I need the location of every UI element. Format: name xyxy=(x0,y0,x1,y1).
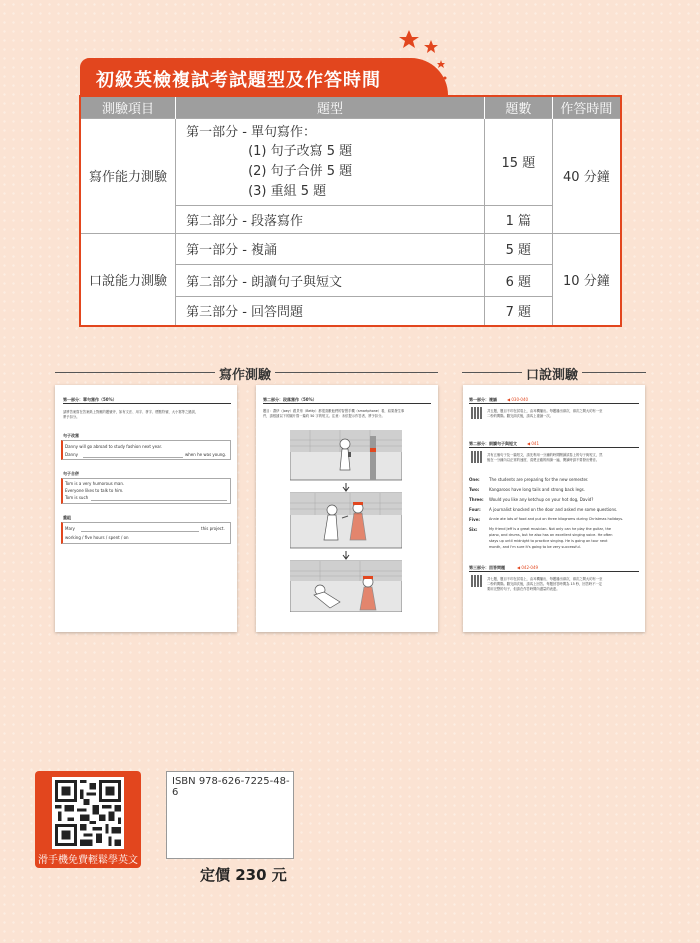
sample1-intro: 請將答案寫在答案紙上對應的題號旁，如有文法、用字、拼字、標點符號、大小寫等之錯誤， xyxy=(63,410,199,414)
qr-code-icon xyxy=(471,575,483,587)
sample1-s1b: Danny xyxy=(65,452,78,457)
writing-part2: 第二部分 - 段落寫作 xyxy=(176,205,485,233)
writing-sample-page-1 xyxy=(55,385,237,632)
writing-part1-title: 第一部分 - 單句寫作： xyxy=(186,125,317,140)
sample1-s3c: working / five hours / spent / on xyxy=(65,535,129,540)
table-row xyxy=(80,118,621,205)
qr-code-icon xyxy=(471,451,483,463)
writing-part2-count: 1 篇 xyxy=(485,205,553,233)
qr-code-icon xyxy=(471,407,483,419)
speaking-part2-count: 6 題 xyxy=(485,264,553,296)
list-item: (1) 句子改寫 5 題 xyxy=(248,144,353,159)
page-title: 初級英檢複試考試題型及作答時間 xyxy=(80,58,448,95)
header-time: 作答時間 xyxy=(552,96,621,118)
sample3-p3-track: ◀ 042-049 xyxy=(517,565,539,570)
speaking-time: 10 分鐘 xyxy=(552,233,621,326)
sample2-intro-2: 件，請根據以下的圖片寫一篇約 50 字的短文。注意：未依提示作答者，將予扣分。 xyxy=(263,414,385,418)
sample3-line-text: Annie ate lots of food and put on three kilograms during Christmas holidays. xyxy=(489,517,624,521)
writing-category: 寫作能力測驗 xyxy=(80,118,176,233)
qr-caption: 滑手機免費輕鬆學英文 xyxy=(38,855,138,866)
list-item: (2) 句子合併 5 題 xyxy=(248,164,353,179)
qr-card[interactable] xyxy=(35,771,141,868)
sample3-p2-heading: 第二部分：朗讀句子與短文 xyxy=(469,441,517,446)
speaking-sample-page xyxy=(463,385,645,632)
stars-decoration-icon xyxy=(395,28,455,88)
sample1-heading: 第一部分：單句寫作（50%） xyxy=(63,397,117,402)
list-item: (3) 重組 5 題 xyxy=(248,184,327,199)
sample3-p2-track: ◀ 041 xyxy=(527,441,539,446)
sample1-s2c: Tom is such xyxy=(65,495,89,500)
writing-part1-items xyxy=(186,142,484,202)
sample3-p1-text-2: 二秒的間隔。聽完兩次後，請馬上複誦一次。 xyxy=(487,414,553,418)
speaking-part2: 第二部分 - 朗讀句子與短文 xyxy=(176,264,485,296)
writing-section-header xyxy=(55,364,438,383)
sample3-p3-text-2: 二秒的間隔。聽完兩次後，請馬上回答。每題回答時間為 15 秒，回答時不一定 xyxy=(487,582,603,586)
sample3-line-text: piano, and drums, but he also has an excellent singing voice. He often xyxy=(489,533,613,537)
sample1-s3a: Mary xyxy=(65,526,75,531)
sample3-line-num: Five: xyxy=(469,517,481,522)
speaking-part3: 第三部分 - 回答問題 xyxy=(176,296,485,326)
sample3-p1-heading: 第一部分：複誦 xyxy=(469,397,497,402)
writing-time: 40 分鐘 xyxy=(552,118,621,233)
sample3-p3-text-3: 要用完整的句子，但請在作答時間內盡量的表達。 xyxy=(487,587,560,591)
exam-format-table xyxy=(79,95,622,327)
sample3-line-text: stays up until midnight to practice singing. He is going on tour next xyxy=(489,539,608,543)
sample2-intro: 題目：喬伊（Joey）跟貝蒂（Betty）都很喜歡他們的智慧手機（smartphone）看，結果發生事 xyxy=(263,409,405,413)
sample3-line-text: Kangaroos have long tails and strong back legs. xyxy=(489,487,585,492)
sample3-line-text: My friend Jeff is a great musician. Not only can he play the guitar, the xyxy=(489,527,612,531)
sample3-line-num: Four: xyxy=(469,507,481,512)
isbn-barcode-box xyxy=(166,771,294,859)
price-label: 定價 230 元 xyxy=(200,866,287,884)
sample1-s1c: when he was young. xyxy=(185,452,227,457)
table-row xyxy=(80,233,621,264)
sample1-sec2: 句子合併 xyxy=(63,471,79,476)
sample3-p3-heading: 第三部分：回答問題 xyxy=(469,565,505,570)
sample3-line-text: The students are preparing for the new semester. xyxy=(489,477,589,482)
speaking-section-label: 口說測驗 xyxy=(522,364,582,383)
sample1-s2a: Tom is a very humorous man. xyxy=(65,481,125,486)
qr-code-icon[interactable] xyxy=(52,777,124,849)
sample3-line-num: One: xyxy=(469,477,480,482)
header-type: 題型 xyxy=(176,96,485,118)
sample3-line-text: Would you like any ketchup on your hot dog, David? xyxy=(489,497,594,502)
sample3-line-text: A journalist knocked on the door and asked me some questions. xyxy=(489,507,618,512)
writing-sample-page-2 xyxy=(256,385,438,632)
sample1-s3b: this project. xyxy=(201,526,225,531)
table-header-row xyxy=(80,96,621,118)
sample1-s2b: Everyone likes to talk to him. xyxy=(65,488,124,493)
header-count: 題數 xyxy=(485,96,553,118)
speaking-part1: 第一部分 - 複誦 xyxy=(176,233,485,264)
sample3-p3-text: 共七題，題目不印在試卷上，由耳機播出，每題播出兩次，兩次之間大約有一至 xyxy=(487,577,603,581)
writing-part1-count: 15 題 xyxy=(485,118,553,205)
sample3-line-text: month, and I'm sure it's going to be very successful. xyxy=(489,545,581,549)
speaking-part3-count: 7 題 xyxy=(485,296,553,326)
speaking-part1-count: 5 題 xyxy=(485,233,553,264)
sample3-line-num: Two: xyxy=(469,487,480,492)
writing-section-label: 寫作測驗 xyxy=(215,364,275,383)
sample1-sec3: 重組 xyxy=(63,515,71,520)
sample1-s1a: Danny will go abroad to study fashion next year. xyxy=(65,444,163,449)
sample1-intro-2: 將予扣分。 xyxy=(63,415,80,419)
speaking-section-header xyxy=(462,364,646,383)
sample1-sec1: 句子改寫 xyxy=(63,433,79,438)
sample3-p1-text: 共五題，題目不印在試卷上，由耳機播出。每題播出兩次，兩次之間大約有一至 xyxy=(487,409,603,413)
sample3-line-num: Three: xyxy=(469,497,484,502)
writing-part1 xyxy=(176,118,485,205)
sample3-p1-track: ◀ 030-040 xyxy=(507,397,529,402)
sample3-line-num: Six: xyxy=(469,527,478,532)
sample3-p2-text: 共有五個句子及一篇短文，請先利用一分鐘的時間閱讀試卷上的句子與短文，然 xyxy=(487,453,603,457)
comic-illustration-icon xyxy=(290,430,402,612)
sample2-heading: 第二部分：段落寫作（50%） xyxy=(263,397,317,402)
sample3-p2-text-2: 後在一分鐘內以正常的速度，清楚正確的朗讀一遍，閱讀時請不要發出聲音。 xyxy=(487,458,600,462)
isbn-text: ISBN 978-626-7225-48-6 xyxy=(172,776,290,798)
speaking-category: 口說能力測驗 xyxy=(80,233,176,326)
header-category: 測驗項目 xyxy=(80,96,176,118)
